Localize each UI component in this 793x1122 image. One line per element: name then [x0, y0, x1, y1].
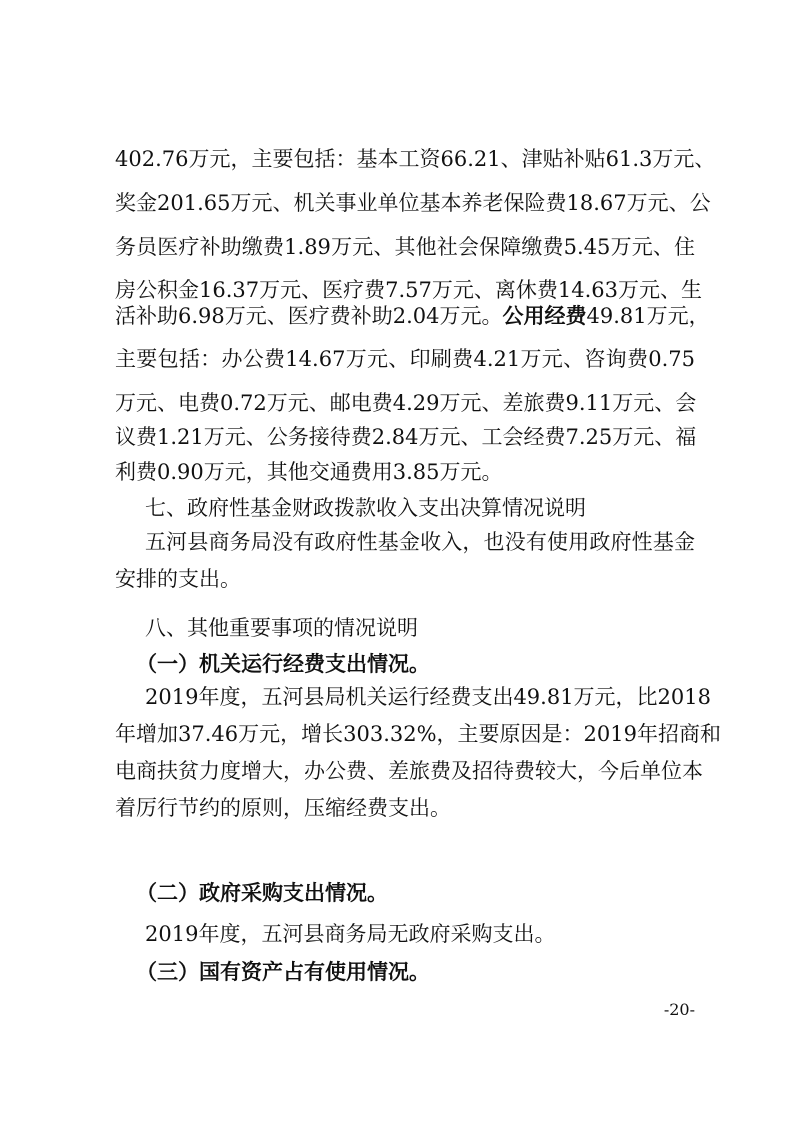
section-heading: 七、政府性基金财政拨款收入支出决算情况说明: [145, 496, 586, 520]
body-text: 49.81万元，: [586, 304, 710, 328]
body-line: 402.76万元，主要包括：基本工资66.21、津贴补贴61.3万元、: [115, 147, 716, 171]
body-line: 着厉行节约的原则，压缩经费支出。: [115, 796, 451, 820]
section-heading: 八、其他重要事项的情况说明: [145, 616, 418, 640]
body-line: [115, 299, 710, 333]
subsection-heading: （二）政府采购支出情况。: [136, 881, 388, 905]
subsection-heading: （一）机关运行经费支出情况。: [136, 652, 430, 676]
body-line: 2019年度，五河县商务局无政府采购支出。: [145, 922, 556, 946]
body-line: 奖金201.65万元、机关事业单位基本养老保险费18.67万元、公: [115, 191, 711, 215]
body-line: 议费1.21万元、公务接待费2.84万元、工会经费7.25万元、福: [115, 425, 697, 449]
body-line: 安排的支出。: [115, 567, 241, 591]
body-line: 万元、电费0.72万元、邮电费4.29万元、差旅费9.11万元、会: [115, 391, 697, 415]
bold-term: 公用经费: [502, 304, 587, 328]
page-number: -20-: [663, 1000, 695, 1019]
subsection-heading: （三）国有资产占有使用情况。: [136, 960, 430, 984]
body-line: 五河县商务局没有政府性基金收入，也没有使用政府性基金: [145, 530, 695, 554]
body-line: 务员医疗补助缴费1.89万元、其他社会保障缴费5.45万元、住: [115, 235, 695, 259]
body-line: 主要包括：办公费14.67万元、印刷费4.21万元、咨询费0.75: [115, 347, 695, 371]
body-line: 利费0.90万元，其他交通费用3.85万元。: [115, 460, 503, 484]
body-line: 2019年度，五河县局机关运行经费支出49.81万元，比2018: [145, 685, 712, 709]
body-text: 活补助6.98万元、医疗费补助2.04万元。: [115, 304, 503, 328]
body-line: 房公积金16.37万元、医疗费7.57万元、离休费14.63万元、生: [115, 278, 702, 302]
body-line: 电商扶贫力度增大，办公费、差旅费及招待费较大，今后单位本: [115, 759, 703, 783]
body-line: 年增加37.46万元，增长303.32%，主要原因是：2019年招商和: [115, 722, 721, 746]
